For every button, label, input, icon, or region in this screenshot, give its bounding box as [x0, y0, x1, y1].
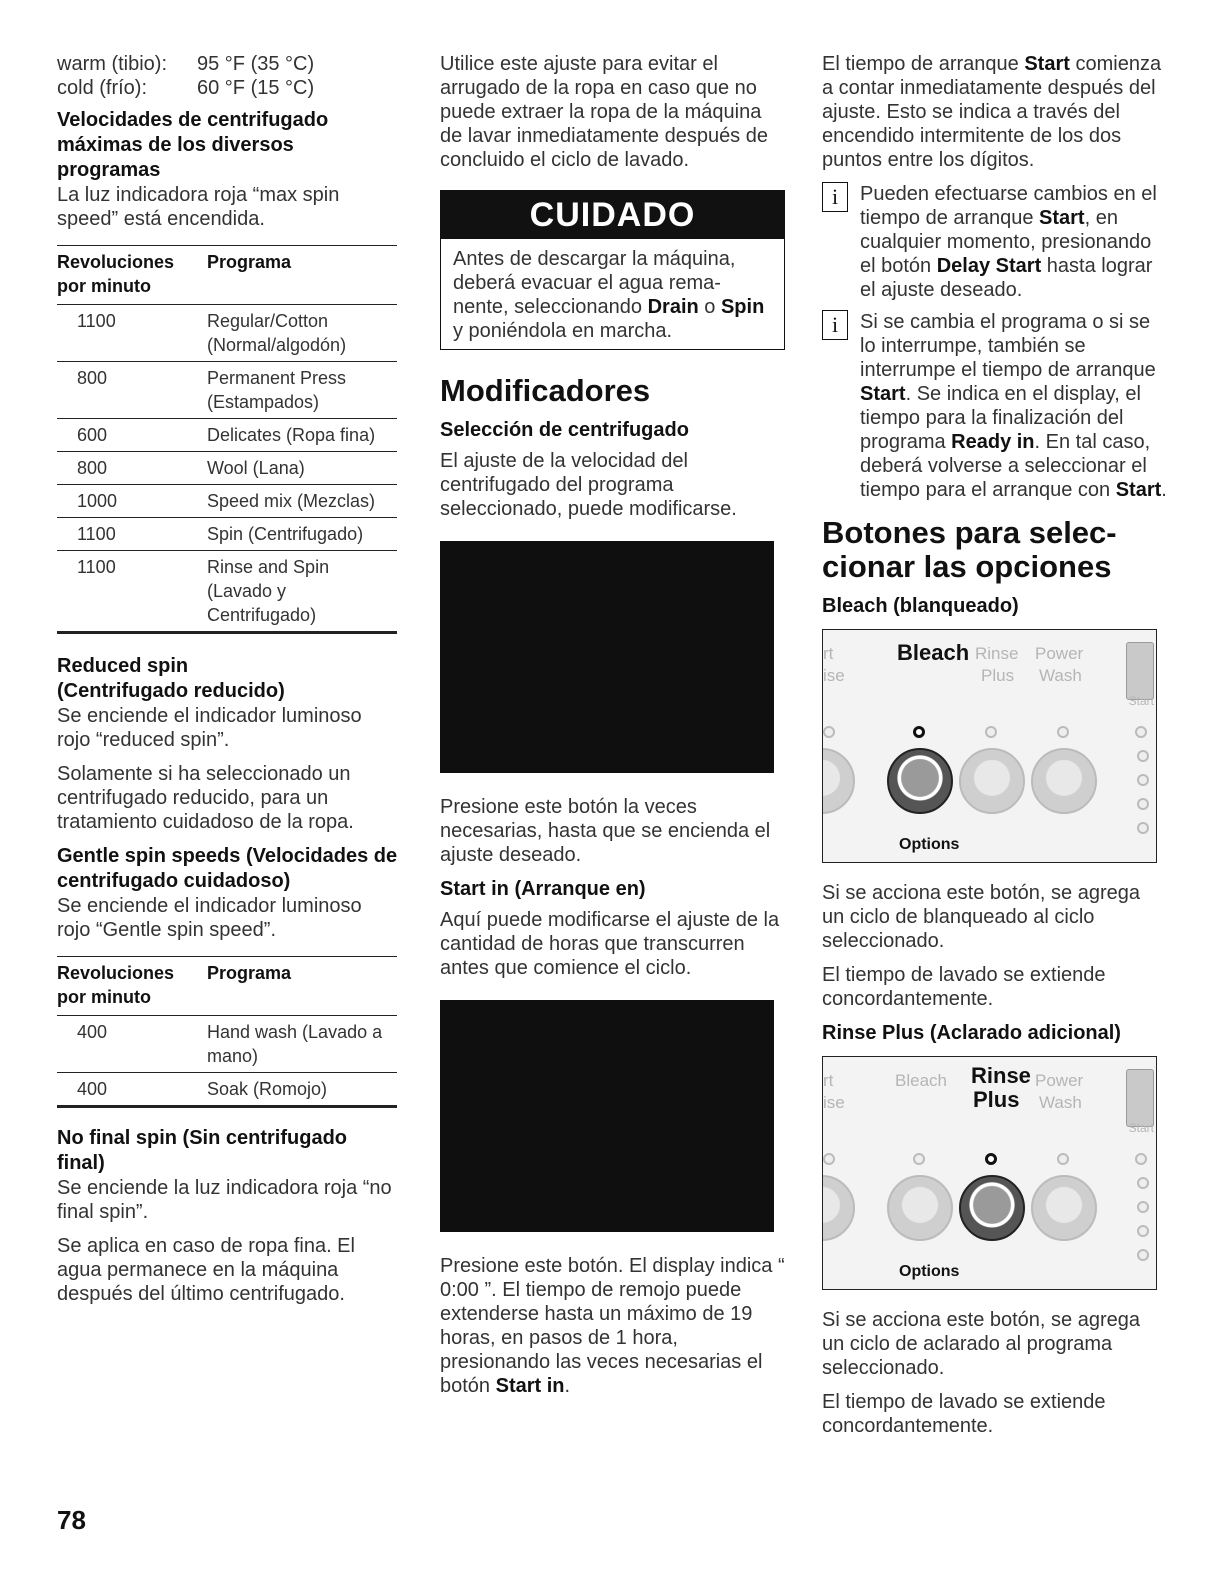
gentle-spin-text: Se enciende el indicador luminoso rojo “Gentle spin speed”.	[57, 895, 362, 941]
rinse-label: Rinse	[975, 644, 1019, 663]
start-in-text: Aquí puede modificarse el ajuste de la cantidad de horas que transcurren antes que comience el ciclo.	[440, 909, 780, 979]
program-cell: Delicates (Ropa fina)	[207, 419, 397, 452]
program-cell: Spin (Centrifugado)	[207, 518, 397, 551]
table-row	[57, 551, 397, 633]
option-knob	[822, 748, 855, 814]
start-tab	[1126, 642, 1154, 700]
led-indicator	[1137, 798, 1149, 810]
text-part: comienza a contar inmediatamente después del ajuste. Esto se indica a través del encendido intermitente de los dos puntos entre los dígitos.	[822, 53, 1162, 171]
rinse-plus-heading: Rinse Plus (Aclarado adicional)	[822, 1022, 1121, 1044]
led-indicator	[1135, 1153, 1147, 1165]
delay-start-term: Delay Start	[936, 255, 1042, 277]
rpm-header: Revoluciones por minuto	[57, 246, 207, 305]
temp-label: warm (tibio):	[57, 53, 168, 75]
start-in-image	[440, 1000, 774, 1232]
info-icon: i	[822, 310, 848, 340]
temp-value: 95 °F (35 °C)	[197, 53, 315, 75]
panel-label: rt	[823, 644, 834, 663]
column-left	[57, 52, 399, 1316]
start-in-heading: Start in (Arranque en)	[440, 878, 646, 900]
led-indicator	[913, 726, 925, 738]
drain-term: Drain	[647, 296, 699, 318]
start-label: Start	[1128, 1121, 1154, 1135]
text-part: El tiempo de arranque	[822, 53, 1025, 75]
start-term: Start	[1024, 53, 1070, 75]
bleach-label: Bleach	[895, 1071, 947, 1090]
options-label: Options	[899, 1263, 960, 1280]
rinse-plus-text: Si se acciona este botón, se agrega un ciclo de aclarado al programa seleccionado.	[822, 1309, 1140, 1379]
led-indicator	[1137, 750, 1149, 762]
wash-label: Wash	[1039, 666, 1082, 685]
table-row	[57, 362, 397, 419]
max-spin-heading: Velocidades de centrifugado máximas de los diversos programas	[57, 109, 329, 181]
led-indicator	[1137, 1201, 1149, 1213]
temp-label: cold (frío):	[57, 77, 148, 99]
press-text: Presione este botón la veces necesarias, hasta que se encienda el ajuste deseado.	[440, 796, 771, 866]
led-indicator	[985, 726, 997, 738]
bleach-label: Bleach	[897, 640, 970, 665]
text-part: , en cualquier momento, presionando el botón	[860, 207, 1152, 277]
start-term: Start	[1039, 207, 1085, 229]
option-knob	[887, 1175, 953, 1241]
rpm-cell: 1100	[57, 518, 207, 551]
rinse-plus-text-2: El tiempo de lavado se extiende concordantemente.	[822, 1391, 1106, 1437]
info-icon: i	[822, 182, 848, 212]
table-header-row	[57, 957, 397, 1016]
no-final-spin-text: Se enciende la luz indicadora roja “no final spin”.	[57, 1177, 392, 1223]
led-indicator	[1137, 822, 1149, 834]
option-knob	[1031, 1175, 1097, 1241]
led-indicator	[823, 726, 835, 738]
start-label: Start	[1128, 694, 1154, 708]
temp-row-warm	[57, 52, 399, 76]
reduced-spin-text-2: Solamente si ha seleccionado un centrifugado reducido, para un tratamiento cuidadoso de la ropa.	[57, 763, 354, 833]
led-indicator	[1137, 1225, 1149, 1237]
modifiers-heading: Modificadores	[440, 373, 651, 408]
column-middle	[440, 52, 785, 1408]
wash-label: Wash	[1039, 1093, 1082, 1112]
table-row	[57, 1073, 397, 1107]
option-knob	[822, 1175, 855, 1241]
start-in-term: Start in	[495, 1375, 565, 1397]
table-row	[57, 452, 397, 485]
power-label: Power	[1035, 644, 1084, 663]
rinse-label: Rinse	[971, 1063, 1031, 1088]
program-cell: Rinse and Spin (Lavado y Centrifugado)	[207, 551, 397, 633]
caution-body	[441, 239, 784, 349]
text-part: Pueden efectuarse cambios en el tiempo de arranque	[860, 183, 1157, 229]
no-final-spin-text-2: Se aplica en caso de ropa fina. El agua permanece en la máquina después del último centrifugado.	[57, 1235, 355, 1305]
led-indicator	[985, 1153, 997, 1165]
temp-value: 60 °F (15 °C)	[197, 77, 315, 99]
spin-selection-image	[440, 541, 774, 773]
info-note-text	[860, 182, 1167, 302]
bleach-text: Si se acciona este botón, se agrega un ciclo de blanqueado al ciclo seleccionado.	[822, 882, 1140, 952]
start-tab	[1126, 1069, 1154, 1127]
caution-title: CUIDADO	[441, 191, 784, 239]
rpm-cell: 400	[57, 1073, 207, 1107]
bleach-knob	[887, 748, 953, 814]
caution-text-part: Antes de descargar la máquina, deberá evacuar el agua rema- nente, seleccionando	[453, 248, 736, 318]
program-cell: Hand wash (Lavado a mano)	[207, 1016, 397, 1073]
options-heading: Botones para selec- cionar las opciones	[822, 515, 1117, 584]
max-spin-text: La luz indicadora roja “max spin speed” está encendida.	[57, 184, 340, 230]
program-cell: Permanent Press (Estampados)	[207, 362, 397, 419]
program-header: Programa	[207, 246, 397, 305]
text-part: . En tal caso, deberá volverse a seleccionar el tiempo para el arranque con	[860, 431, 1151, 501]
start-intro-text	[822, 52, 1167, 172]
bleach-heading: Bleach (blanqueado)	[822, 595, 1019, 617]
page-number: 78	[57, 1505, 86, 1535]
intro-text: Utilice este ajuste para evitar el arrugado de la ropa en caso que no puede extraer la ropa de la máquina de lavar inmediatamente después de concluido el ciclo de lavado.	[440, 53, 768, 171]
table-header-row	[57, 246, 397, 305]
led-indicator	[1057, 1153, 1069, 1165]
panel-label: ise	[823, 1093, 845, 1112]
caution-text-part: y poniéndola en marcha.	[453, 320, 673, 342]
program-header: Programa	[207, 957, 397, 1016]
rpm-cell: 800	[57, 452, 207, 485]
rinse-plus-panel-image	[822, 1056, 1157, 1290]
caution-box	[440, 190, 785, 350]
rpm-cell: 1100	[57, 305, 207, 362]
spin-term: Spin	[720, 296, 765, 318]
rpm-cell: 1000	[57, 485, 207, 518]
start-term: Start	[1115, 479, 1162, 501]
rinse-plus-knob	[959, 1175, 1025, 1241]
options-label: Options	[899, 836, 960, 853]
panel-label: ise	[823, 666, 845, 685]
led-indicator	[1137, 1177, 1149, 1189]
start-term: Start	[860, 383, 906, 405]
plus-label: Plus	[981, 666, 1015, 685]
gentle-spin-table	[57, 956, 397, 1108]
text-part: hasta lograr el ajuste deseado.	[860, 255, 1153, 301]
spin-selection-text: El ajuste de la velocidad del centrifugado del programa seleccionado, puede modificarse.	[440, 450, 737, 520]
led-indicator	[823, 1153, 835, 1165]
rpm-cell: 600	[57, 419, 207, 452]
led-indicator	[1137, 1249, 1149, 1261]
plus-label: Plus	[973, 1087, 1020, 1112]
table-row	[57, 518, 397, 551]
gentle-spin-heading: Gentle spin speeds (Velocidades de centrifugado cuidadoso)	[57, 845, 398, 892]
info-note-text	[860, 310, 1167, 502]
text-part: . Se indica en el display, el tiempo para la finalización del programa	[860, 383, 1141, 453]
max-spin-table	[57, 245, 397, 634]
column-right	[822, 52, 1167, 1448]
rpm-cell: 800	[57, 362, 207, 419]
start-in-press-text	[440, 1254, 785, 1398]
caution-text	[453, 247, 774, 343]
program-cell: Wool (Lana)	[207, 452, 397, 485]
reduced-spin-heading: Reduced spin (Centrifugado reducido)	[57, 655, 285, 702]
table-row	[57, 485, 397, 518]
table-row	[57, 1016, 397, 1073]
rpm-cell: 400	[57, 1016, 207, 1073]
led-indicator	[913, 1153, 925, 1165]
led-indicator	[1135, 726, 1147, 738]
text-part: Si se cambia el programa o si se lo interrumpe, también se interrumpe el tiempo de arranque	[860, 311, 1156, 381]
text-part: .	[1161, 479, 1167, 501]
program-cell: Speed mix (Mezclas)	[207, 485, 397, 518]
led-indicator	[1137, 774, 1149, 786]
table-row	[57, 305, 397, 362]
temp-row-cold	[57, 76, 399, 100]
info-note	[822, 310, 1167, 502]
reduced-spin-text: Se enciende el indicador luminoso rojo “reduced spin”.	[57, 705, 362, 751]
caution-text-part: o	[698, 296, 721, 318]
led-indicator	[1057, 726, 1069, 738]
table-row	[57, 419, 397, 452]
bleach-panel-image	[822, 629, 1157, 863]
no-final-spin-heading: No final spin (Sin centrifugado final)	[57, 1127, 347, 1174]
option-knob	[959, 748, 1025, 814]
info-note	[822, 182, 1167, 302]
power-label: Power	[1035, 1071, 1084, 1090]
ready-in-term: Ready in	[951, 431, 1035, 453]
spin-selection-heading: Selección de centrifugado	[440, 419, 689, 441]
program-cell: Regular/Cotton (Normal/algodón)	[207, 305, 397, 362]
option-knob	[1031, 748, 1097, 814]
rpm-header: Revoluciones por minuto	[57, 957, 207, 1016]
rpm-cell: 1100	[57, 551, 207, 633]
program-cell: Soak (Romojo)	[207, 1073, 397, 1107]
panel-label: rt	[823, 1071, 834, 1090]
bleach-text-2: El tiempo de lavado se extiende concordantemente.	[822, 964, 1106, 1010]
text-part: .	[564, 1375, 571, 1397]
text-part: Presione este botón. El display indica “ 0:00 ”. El tiempo de remojo puede extenderse hasta un máximo de 19 horas, en pasos de 1 hora, presionando las veces necesarias el botón	[440, 1255, 785, 1397]
